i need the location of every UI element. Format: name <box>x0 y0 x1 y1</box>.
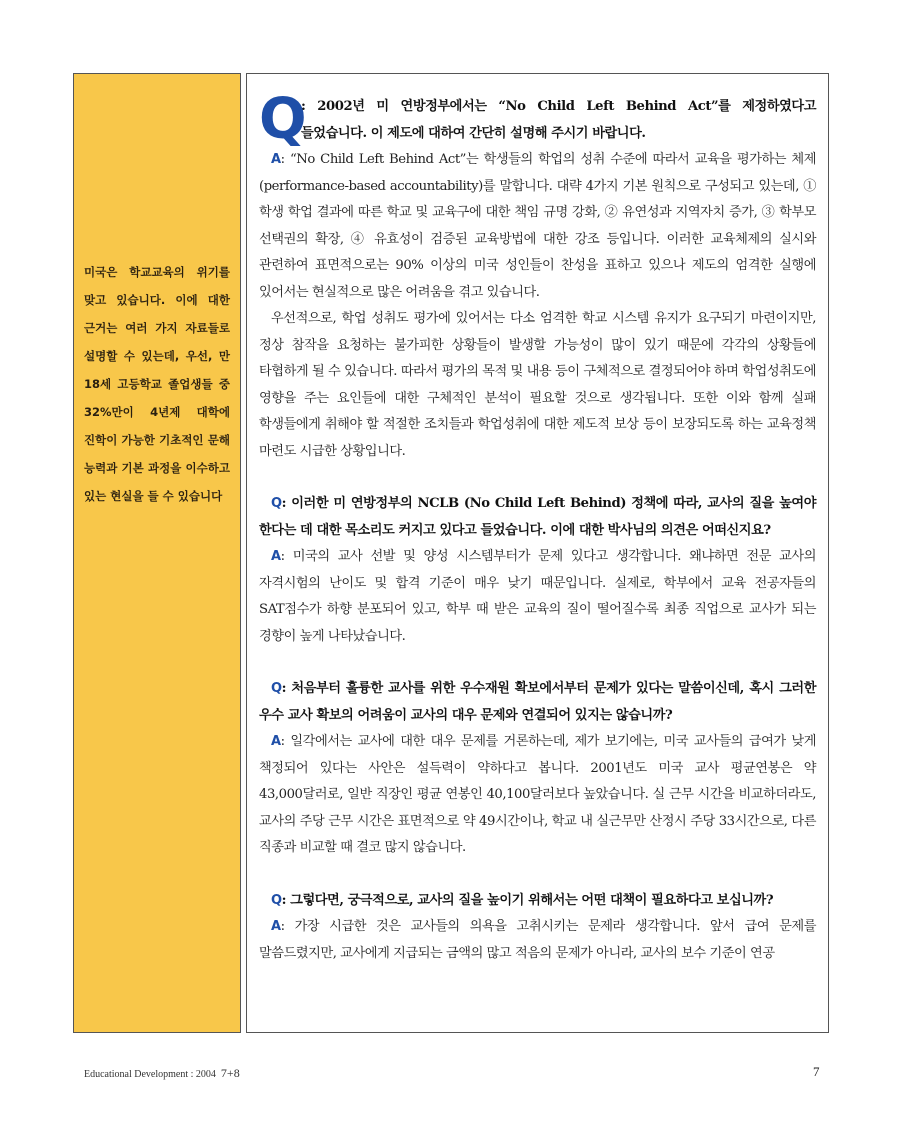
answer-3-text: : 일각에서는 교사에 대한 대우 문제를 거론하는데, 제가 보기에는, 미국 교사들의 급여가 낮게 책정되어 있다는 사안은 설득력이 약하다고 봅니다. 2001년도 미국 교사 평균연봉은 약 43,000달러로, 일반 직장인 평균 연봉인 40,100달러보다 높았습니다. 실 근무 시간을 비교하더라도, 교사의 주당 근무 시간은 표면적으로 약 49시간이나, 학교 내 실근무만 산정시 주당 33시간으로, 다른 직종과 비교할 때 결코 많지 않습니다. <box>259 734 816 855</box>
question-2 <box>259 491 816 544</box>
answer-3 <box>259 729 816 862</box>
question-label: Q <box>271 681 282 696</box>
page-number: 7 <box>813 1064 820 1079</box>
answer-1-paragraph-2: 우선적으로, 학업 성취도 평가에 있어서는 다소 엄격한 학교 시스템 유지가 요구되기 마련이지만, 정상 참작을 요청하는 불가피한 상황들이 발생할 가능성이 많이 있기 때문에 각각의 상황들에 타협하게 될 수 있습니다. 따라서 평가의 목적 및 내용 등이 구체적으로 결정되어야 하며 학업성취도에 영향을 주는 요인들에 대한 구체적인 분석이 필요할 것으로 생각됩니다. 또한 이와 함께 실패 학생들에게 취해야 할 적절한 조치들과 학업성취에 대한 제도적 보상 등이 보장되도록 하는 교육정책 마련도 시급한 상황입니다. <box>259 311 816 459</box>
answer-2 <box>259 544 816 650</box>
footer-issue: 7+8 <box>220 1066 240 1080</box>
answer-2-text: : 미국의 교사 선발 및 양성 시스템부터가 문제 있다고 생각합니다. 왜냐하면 전문 교사의 자격시험의 난이도 및 합격 기준이 매우 낮기 때문입니다. 실제로, 학부에서 교육 전공자들의 SAT점수가 하향 분포되어 있고, 학부 때 받은 교육의 질이 떨어질수록 최종 직업으로 교사가 되는 경향이 높게 나타났습니다. <box>259 549 816 644</box>
question-2-text: : 이러한 미 연방정부의 NCLB (No Child Left Behind) 정책에 따라, 교사의 질을 높여야 한다는 데 대한 목소리도 커지고 있다고 들었습니다. 이에 대한 박사님의 의견은 어떠신지요? <box>259 496 816 538</box>
answer-label: A <box>271 919 281 934</box>
question-label: Q <box>271 892 282 908</box>
answer-label: A <box>271 734 281 749</box>
answer-1 <box>259 147 816 306</box>
answer-4-text: : 가장 시급한 것은 교사들의 의욕을 고취시키는 문제라 생각합니다. 앞서 급여 문제를 말씀드렸지만, 교사에게 지급되는 금액의 많고 적음의 문제가 아니라, 교사의 보수 기준이 연공 <box>259 919 816 961</box>
interview-panel <box>246 73 829 1033</box>
answer-4 <box>259 914 816 967</box>
sidebar-note: 미국은 학교교육의 위기를 맞고 있습니다. 이에 대한 근거는 여러 가지 자료들로 설명할 수 있는데, 우선, 만 18세 고등학교 졸업생들 중 32%만이 4년제 대학에 진학이 가능한 기초적인 문해 능력과 기본 과정을 이수하고 있는 현실을 들 수 있습니다 <box>84 265 230 503</box>
big-q-initial: Q <box>259 87 307 152</box>
question-4-text: : 그렇다면, 궁극적으로, 교사의 질을 높이기 위해서는 어떤 대책이 필요하다고 보십니까? <box>281 892 774 908</box>
question-3 <box>259 676 816 729</box>
question-1-text: : 2002년 미 연방정부에서는 “No Child Left Behind Act”를 제정하였다고 들었습니다. 이 제도에 대하여 간단히 설명해 주시기 바랍니다. <box>301 99 816 141</box>
question-3-text: : 처음부터 훌륭한 교사를 위한 우수재원 확보에서부터 문제가 있다는 말씀이신데, 혹시 그러한 우수 교사 확보의 어려움이 교사의 대우 문제와 연결되어 있지는 않습니까? <box>259 681 816 723</box>
answer-label: A <box>271 549 281 564</box>
footer-journal-title: Educational Development : 2004 <box>84 1069 216 1080</box>
question-4 <box>259 888 816 915</box>
question-1 <box>259 87 816 152</box>
answer-1-text: : “No Child Left Behind Act”는 학생들의 학업의 성취 수준에 따라서 교육을 평가하는 체제(performance-based accountability)를 말합니다. 대략 4가지 기본 원칙으로 구성되고 있는데, ① 학생 학업 결과에 따른 학교 및 교육구에 대한 책임 규명 강화, ② 유연성과 지역자치 증가, ③ 학부모 선택권의 확장, ④ 유효성이 검증된 교육방법에 대한 강조 등입니다. 이러한 교육체제의 실시와 관련하여 표면적으로는 90% 이상의 미국 성인들이 찬성을 표하고 있으나 제도의 엄격한 실행에 있어서는 현실적으로 많은 어려움을 겪고 있습니다. <box>259 152 816 300</box>
question-label: Q <box>271 496 282 511</box>
answer-label: A <box>271 152 281 167</box>
sidebar-panel <box>73 73 241 1033</box>
interview-content <box>259 87 816 967</box>
footer-journal <box>84 1066 240 1081</box>
